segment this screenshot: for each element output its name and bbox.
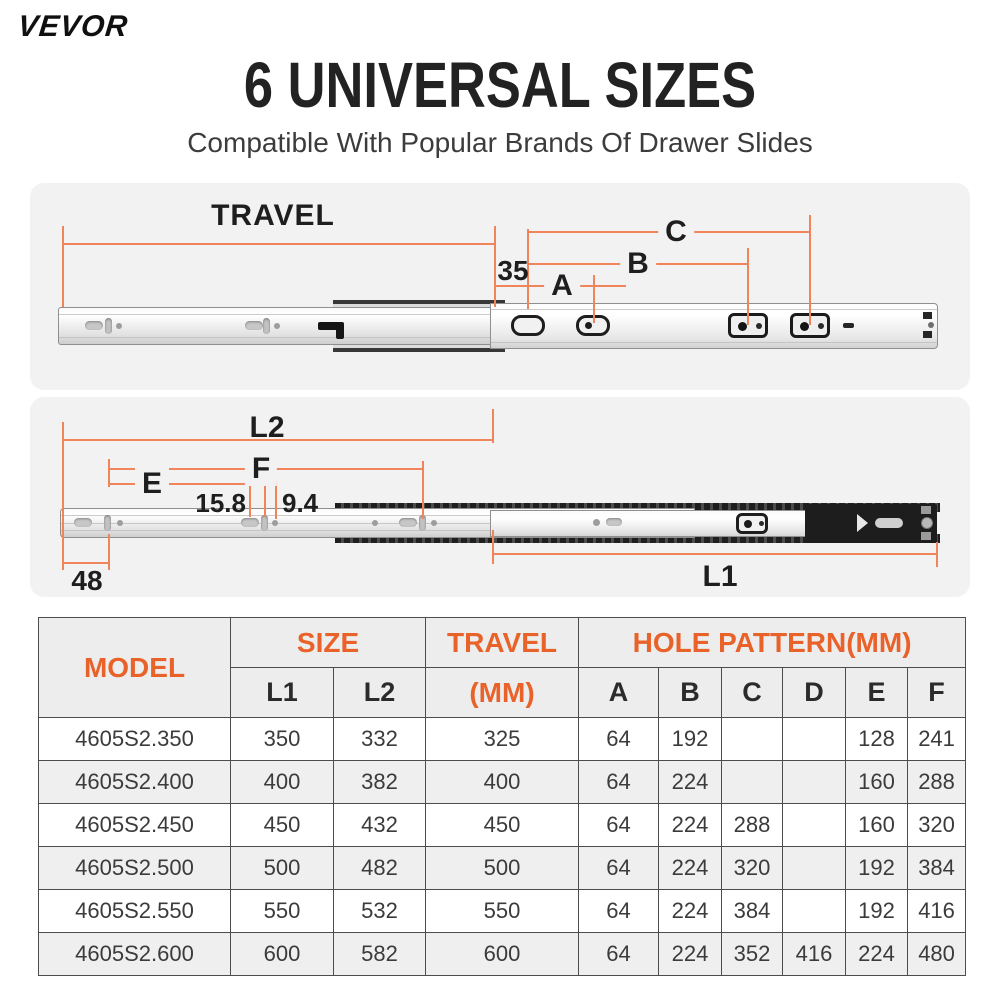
table-row: 4605S2.550 550 532 550 64 224 384 192 416 — [39, 890, 966, 933]
diagram-extended-slide — [30, 183, 970, 390]
dim-label-48: 48 — [71, 565, 103, 596]
lock-lever-tip — [336, 326, 344, 339]
dim-tick — [747, 248, 749, 325]
disconnect-lever-block — [805, 504, 937, 543]
dim-tick — [264, 481, 266, 517]
rail-groove — [59, 337, 501, 338]
dim-label-158: 15.8 — [195, 488, 246, 518]
diagram-closed-slide — [30, 397, 970, 597]
table-header-row — [39, 618, 966, 668]
dim-label-l1: L1 — [702, 560, 738, 593]
dim-label-travel: TRAVEL — [211, 199, 335, 232]
header-e: E — [846, 668, 908, 718]
end-hole — [928, 322, 934, 328]
page-subtitle: Compatible With Popular Brands Of Drawer Slides — [187, 127, 813, 158]
header-size: SIZE — [231, 618, 426, 668]
table-row: 4605S2.350 350 332 325 64 192 128 241 — [39, 718, 966, 761]
header-travel: TRAVEL — [426, 618, 579, 668]
mounting-slot — [511, 315, 545, 336]
screw-hole — [104, 515, 111, 531]
screw-hole — [263, 318, 270, 334]
screw-hole — [606, 518, 622, 526]
dim-label-l2: L2 — [249, 411, 285, 444]
table-row: 4605S2.500 500 482 500 64 224 320 192 384 — [39, 847, 966, 890]
dim-line-travel — [63, 243, 495, 245]
header-f: F — [908, 668, 966, 718]
table-row: 4605S2.600 600 582 600 64 224 352 416 224 480 — [39, 933, 966, 976]
dim-tick — [62, 226, 64, 307]
dim-label-e: E — [135, 467, 169, 501]
model-cell: 4605S2.550 — [39, 890, 231, 933]
dim-tick — [593, 275, 595, 323]
end-notch — [921, 506, 931, 514]
mounting-slot — [736, 513, 768, 534]
header-b: B — [659, 668, 722, 718]
dim-line-48 — [63, 562, 109, 564]
dim-label-35: 35 — [497, 255, 529, 286]
screw-hole — [116, 323, 122, 329]
header-model: MODEL — [39, 618, 231, 718]
drawer-rail-member — [490, 303, 938, 349]
spec-table — [38, 617, 966, 976]
dim-tick — [494, 226, 496, 307]
header-l2: L2 — [334, 668, 426, 718]
header-travel-unit: (MM) — [426, 668, 579, 718]
dim-tick — [249, 481, 251, 517]
cabinet-rail-member — [58, 307, 502, 345]
model-cell: 4605S2.500 — [39, 847, 231, 890]
screw-hole — [399, 518, 417, 527]
rail-groove — [491, 309, 937, 310]
dim-label-f: F — [245, 452, 277, 486]
end-roller — [921, 517, 933, 529]
screw-hole — [105, 318, 112, 334]
rail-groove — [59, 314, 501, 315]
screw-hole — [74, 518, 92, 527]
dim-tick — [275, 481, 277, 519]
screw-hole — [241, 518, 259, 527]
model-cell: 4605S2.350 — [39, 718, 231, 761]
dim-label-b: B — [620, 247, 656, 281]
screw-hole — [593, 519, 600, 526]
dim-label-a: A — [544, 269, 580, 303]
lever-slot — [875, 518, 903, 528]
screw-hole — [372, 520, 378, 526]
dim-tick — [492, 530, 494, 564]
dim-tick — [936, 542, 938, 567]
header-l1: L1 — [231, 668, 334, 718]
dim-tick — [108, 534, 110, 570]
arrow-icon — [857, 514, 868, 532]
rail-groove — [491, 342, 937, 343]
dim-tick — [422, 461, 424, 519]
rivet-dash — [843, 323, 854, 328]
model-cell: 4605S2.450 — [39, 804, 231, 847]
screw-hole — [261, 515, 268, 531]
dim-label-c: C — [658, 215, 694, 249]
model-cell: 4605S2.600 — [39, 933, 231, 976]
header-c: C — [722, 668, 783, 718]
screw-hole — [272, 520, 278, 526]
end-notch — [921, 532, 931, 540]
vevor-logo: VEVOR — [16, 10, 130, 43]
header-a: A — [579, 668, 659, 718]
dim-label-94: 9.4 — [282, 488, 319, 518]
screw-hole — [431, 520, 437, 526]
screw-hole — [85, 321, 103, 330]
table-row: 4605S2.450 450 432 450 64 224 288 160 320 — [39, 804, 966, 847]
table-row: 4605S2.400 400 382 400 64 224 160 288 — [39, 761, 966, 804]
page-title: 6 UNIVERSAL SIZES — [243, 49, 757, 121]
model-cell: 4605S2.400 — [39, 761, 231, 804]
header-d: D — [783, 668, 846, 718]
screw-hole — [117, 520, 123, 526]
end-notch — [923, 312, 932, 319]
screw-hole — [245, 321, 263, 330]
header-hole-pattern: HOLE PATTERN(MM) — [579, 618, 966, 668]
dim-tick — [62, 422, 64, 570]
dim-tick — [809, 215, 811, 325]
end-notch — [923, 331, 932, 338]
dim-tick — [492, 409, 494, 443]
screw-hole — [274, 323, 280, 329]
dim-line-l1 — [492, 553, 938, 555]
